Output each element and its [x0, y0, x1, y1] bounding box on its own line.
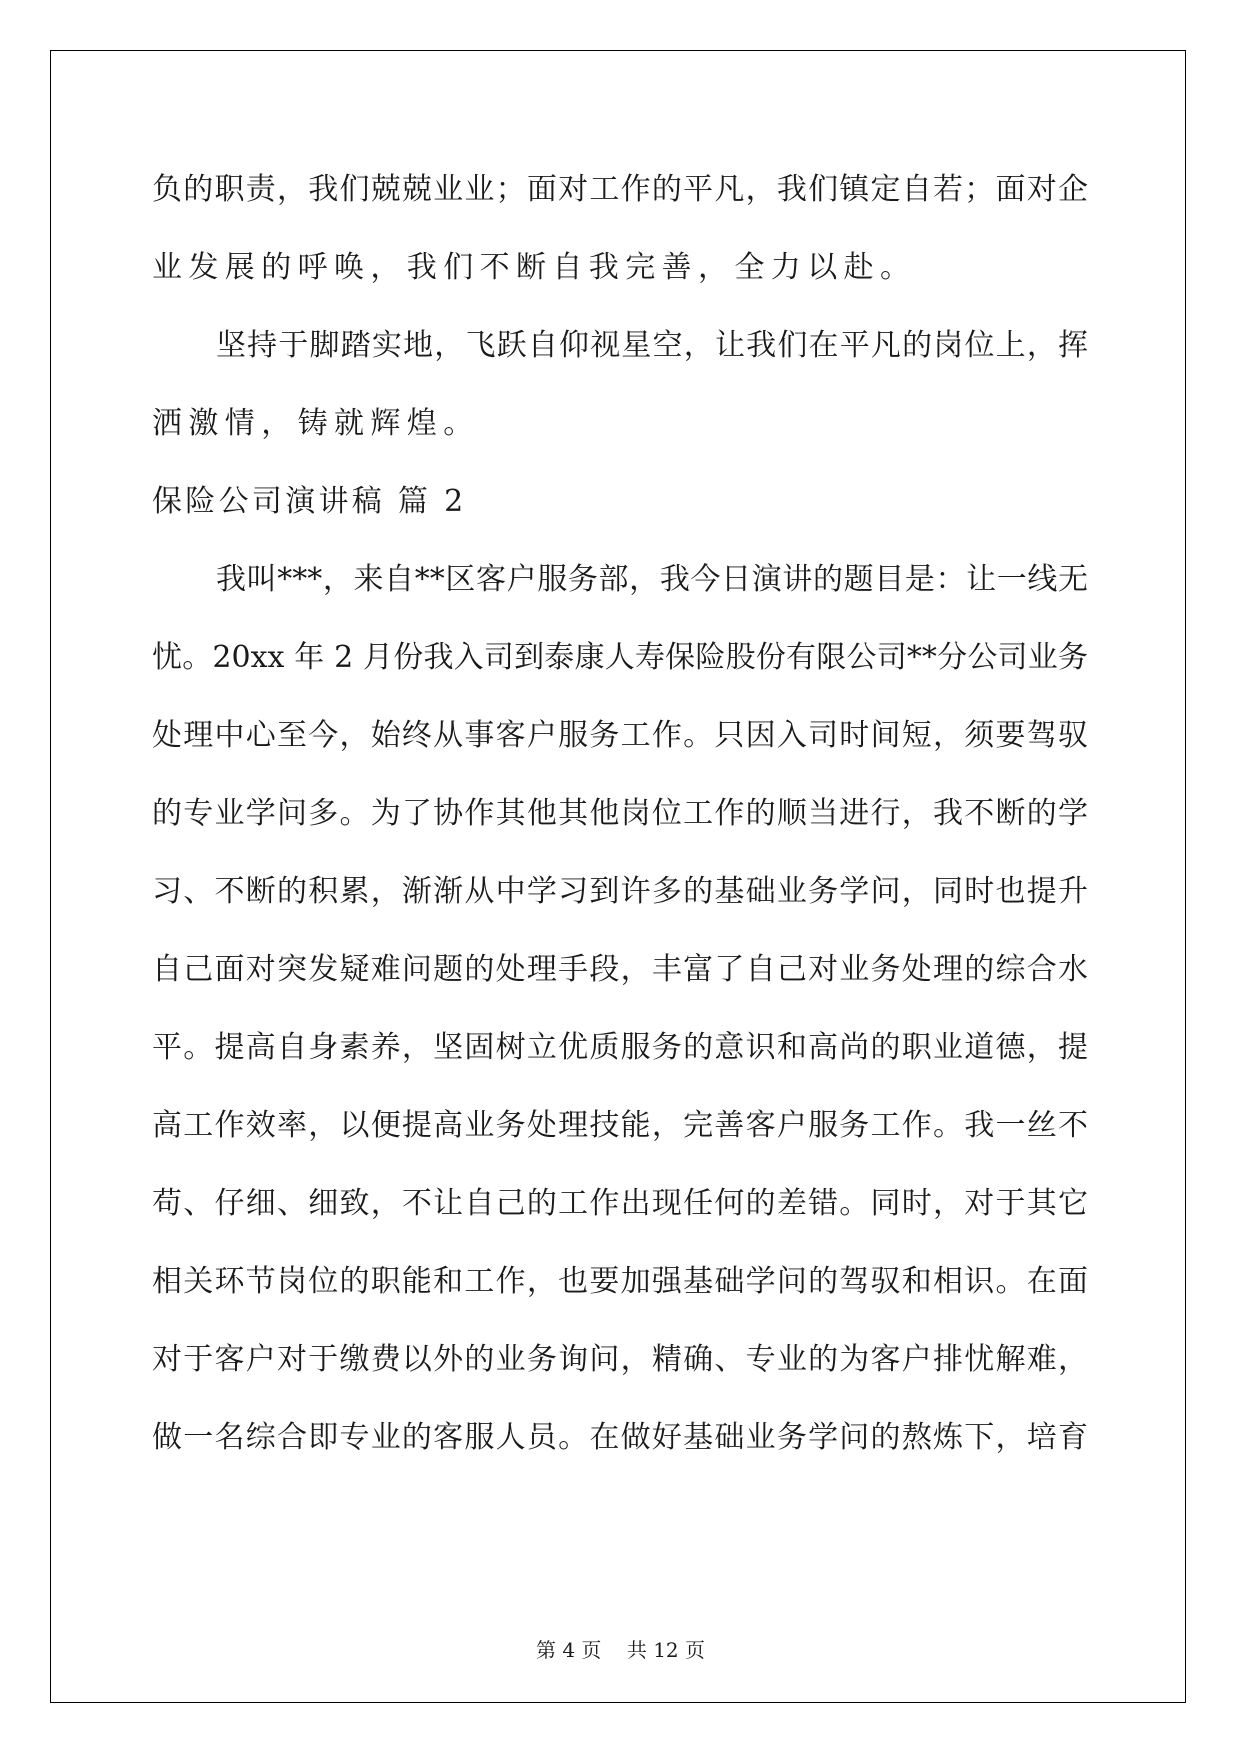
body-line: 业发展的呼唤，我们不断自我完善，全力以赴。 — [152, 250, 917, 285]
body-line: 的专业学问多。为了协作其他其他岗位工作的顺当进行，我不断的学 — [152, 796, 1088, 831]
page-number-footer: 第 4 页 共 12 页 — [535, 1638, 706, 1662]
body-line: 坚持于脚踏实地，飞跃自仰视星空，让我们在平凡的岗位上，挥 — [216, 328, 1088, 363]
body-line: 自己面对突发疑难问题的处理手段，丰富了自己对业务处理的综合水 — [152, 952, 1088, 987]
body-line: 负的职责，我们兢兢业业；面对工作的平凡，我们镇定自若；面对企 — [152, 172, 1088, 207]
document-body — [152, 160, 1088, 1486]
body-line: 高工作效率，以便提高业务处理技能，完善客户服务工作。我一丝不 — [152, 1108, 1088, 1143]
body-line: 我叫***，来自**区客户服务部，我今日演讲的题目是：让一线无 — [216, 562, 1088, 597]
body-line: 对于客户对于缴费以外的业务询问，精确、专业的为客户排忧解难， — [152, 1342, 1088, 1377]
body-line: 忧。20xx 年 2 月份我入司到泰康人寿保险股份有限公司**分公司业务 — [152, 640, 1088, 675]
body-line: 习、不断的积累，渐渐从中学习到许多的基础业务学问，同时也提升 — [152, 874, 1088, 909]
body-line: 苟、仔细、细致，不让自己的工作出现任何的差错。同时，对于其它 — [152, 1186, 1088, 1221]
body-line: 处理中心至今，始终从事客户服务工作。只因入司时间短，须要驾驭 — [152, 718, 1088, 753]
body-line: 相关环节岗位的职能和工作，也要加强基础学问的驾驭和相识。在面 — [152, 1264, 1088, 1299]
body-line: 做一名综合即专业的客服人员。在做好基础业务学问的熬炼下，培育 — [152, 1420, 1088, 1455]
body-line: 平。提高自身素养，坚固树立优质服务的意识和高尚的职业道德，提 — [152, 1030, 1088, 1065]
section-heading: 保险公司演讲稿 篇 2 — [152, 484, 467, 519]
body-line: 洒激情，铸就辉煌。 — [152, 406, 480, 441]
